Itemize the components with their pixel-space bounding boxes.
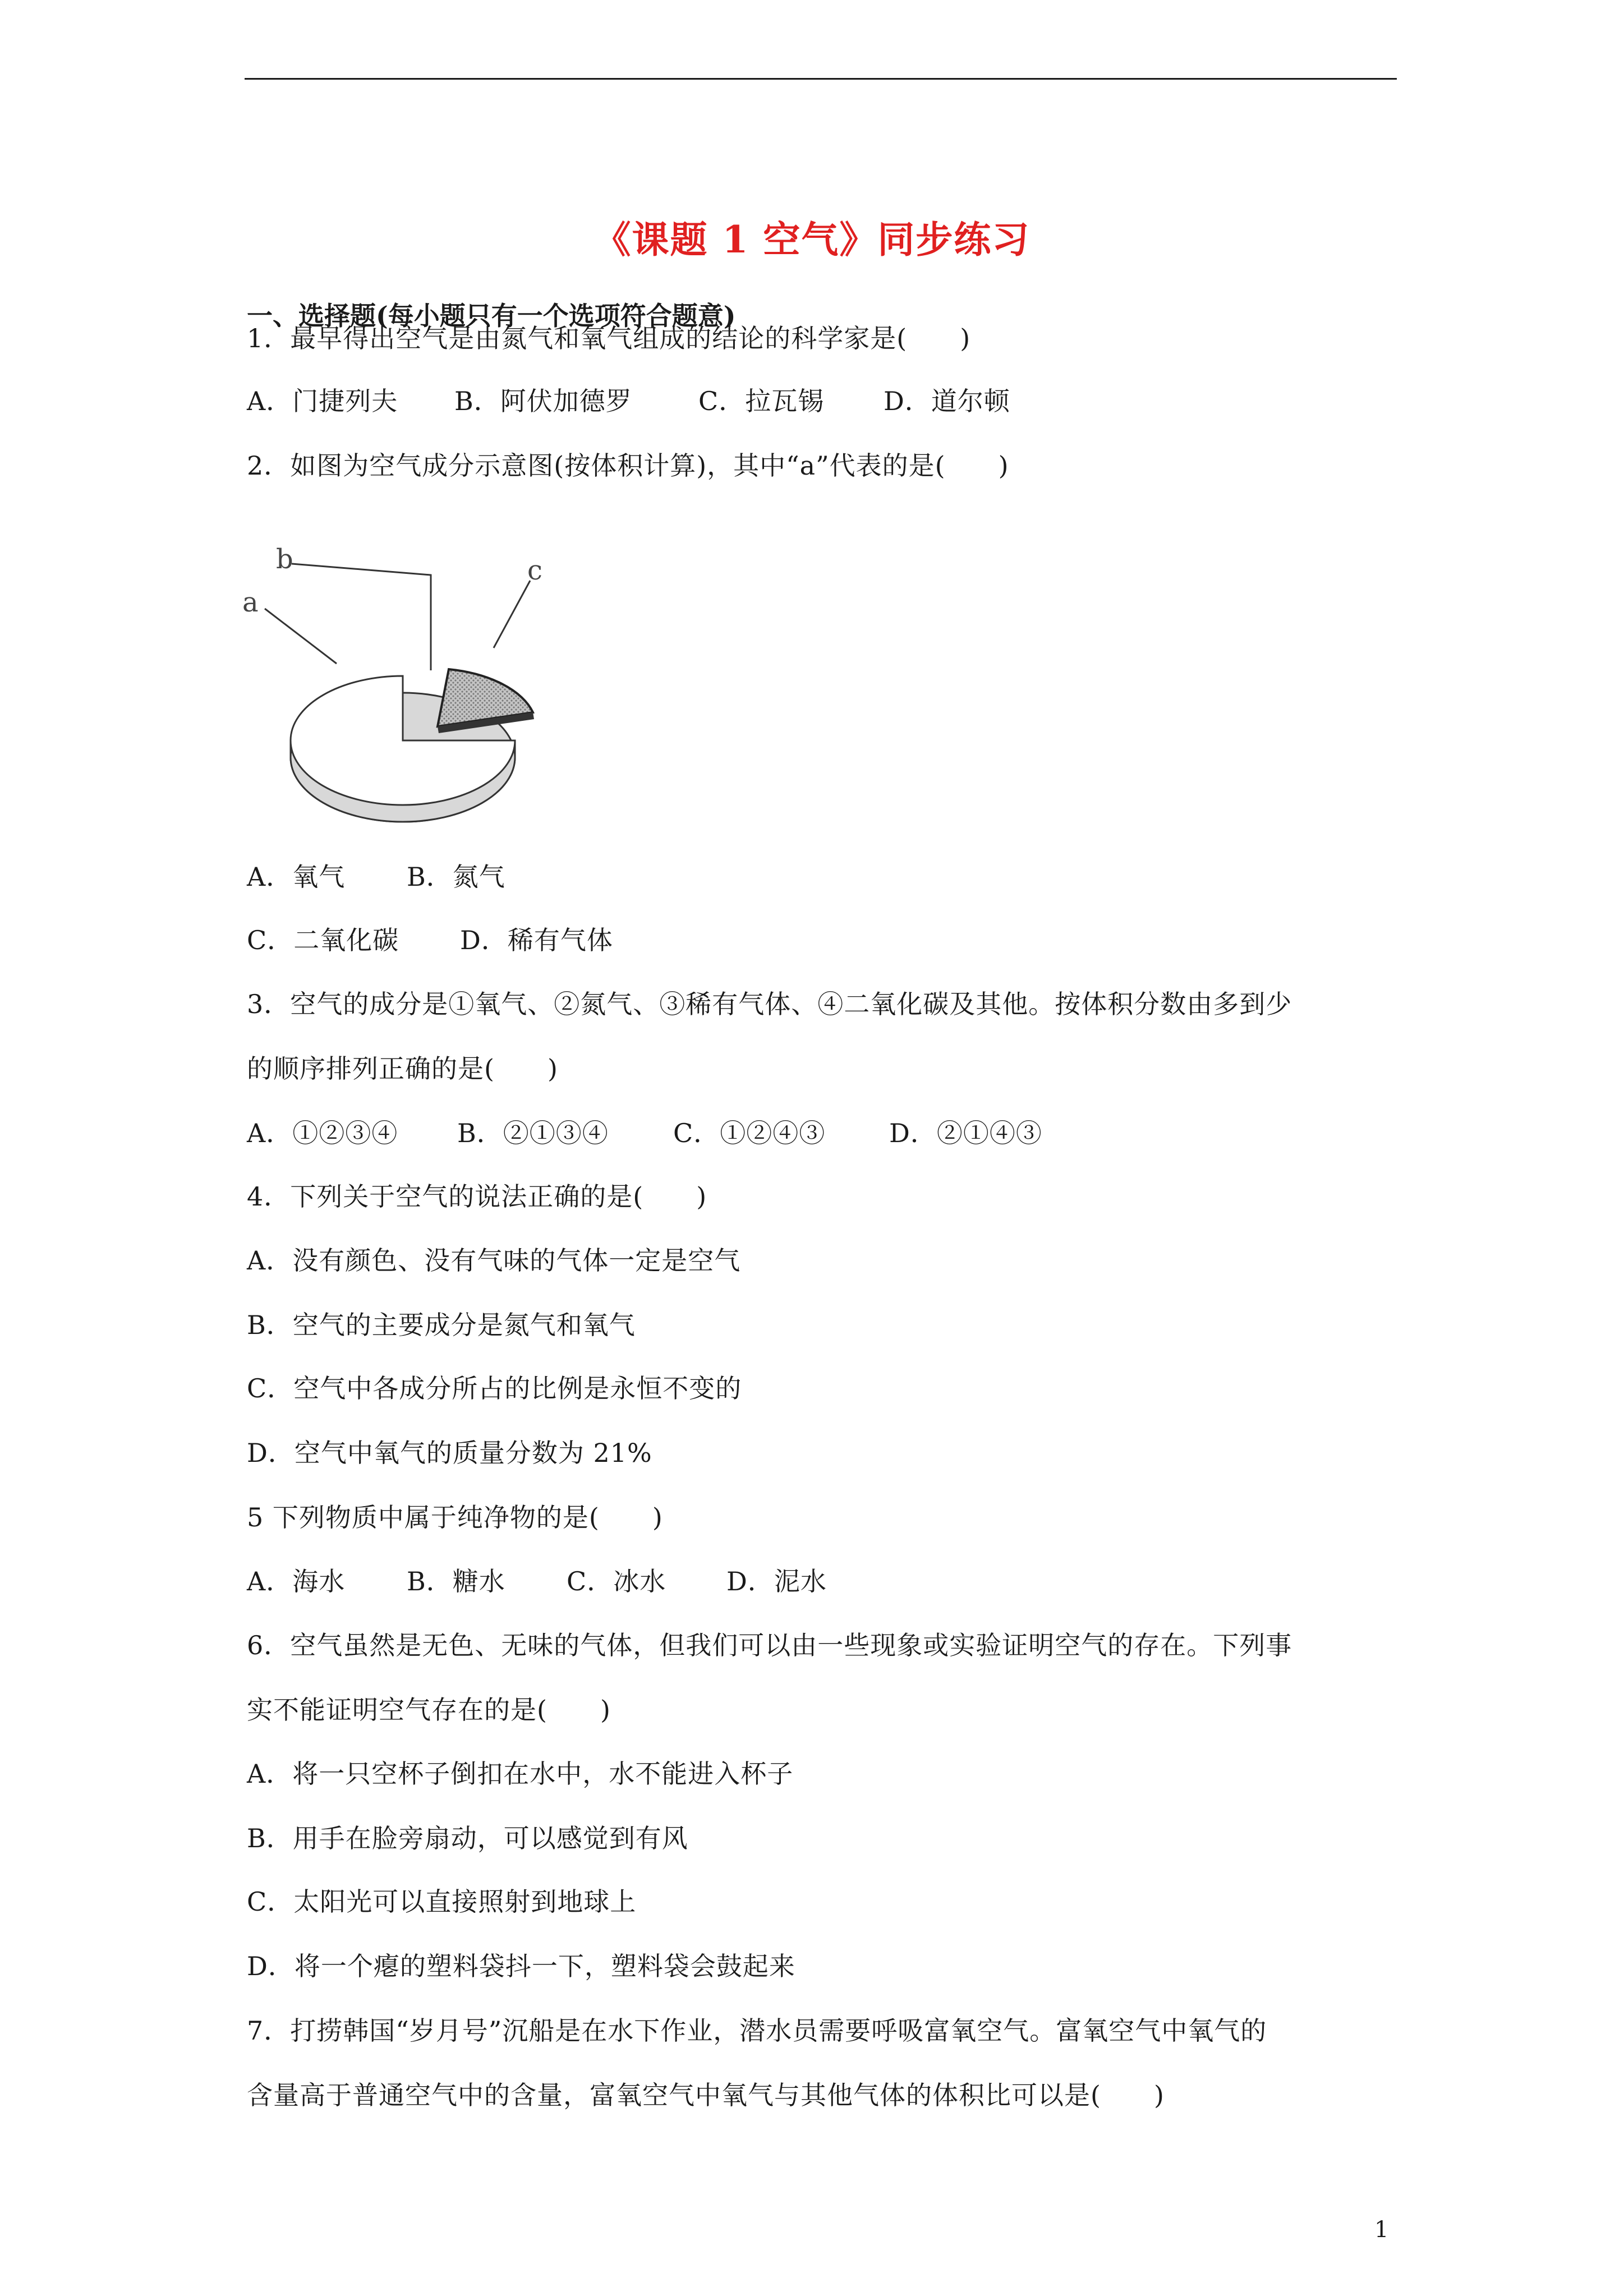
page-title: 《课题 1 空气》同步练习 [594, 218, 1030, 261]
option-c: C．拉瓦锡 [698, 386, 825, 416]
question-1-options [247, 381, 1010, 421]
question-4-option-b: B．空气的主要成分是氮气和氧气 [247, 1310, 636, 1340]
question-3-stem-line1: 3．空气的成分是①氧气、②氮气、③稀有气体、④二氧化碳及其他。按体积分数由多到少 [247, 989, 1292, 1019]
option-d: D．稀有气体 [460, 925, 613, 955]
page-number: 1 [1374, 2217, 1389, 2243]
question-2-options-row1 [247, 857, 505, 896]
question-4-option-a: A．没有颜色、没有气味的气体一定是空气 [247, 1245, 741, 1276]
option-b: B．②①③④ [457, 1118, 609, 1148]
option-d: D．泥水 [726, 1566, 827, 1596]
option-c: C．①②④③ [673, 1118, 826, 1148]
question-4-stem: 4．下列关于空气的说法正确的是( ) [247, 1181, 707, 1212]
question-4-option-c: C．空气中各成分所占的比例是永恒不变的 [247, 1373, 742, 1404]
question-2-stem: 2．如图为空气成分示意图(按体积计算)，其中“a”代表的是( ) [247, 450, 1009, 481]
question-7-stem-line1: 7．打捞韩国“岁月号”沉船是在水下作业，潜水员需要呼吸富氧空气。富氧空气中氧气的 [247, 2016, 1267, 2046]
option-d: D．②①④③ [889, 1118, 1042, 1148]
question-3-stem-line2: 的顺序排列正确的是( ) [247, 1053, 558, 1084]
question-6-stem-line1: 6．空气虽然是无色、无味的气体，但我们可以由一些现象或实验证明空气的存在。下列事 [247, 1630, 1292, 1660]
option-c: C．二氧化碳 [247, 925, 399, 955]
question-1-stem: 1．最早得出空气是由氮气和氧气组成的结论的科学家是( ) [247, 323, 971, 353]
option-a: A．海水 [247, 1566, 346, 1596]
question-2-options-row2 [247, 921, 613, 960]
label-b-leader [292, 564, 431, 670]
question-6-option-d: D．将一个瘪的塑料袋抖一下，塑料袋会鼓起来 [247, 1951, 795, 1981]
question-5-options [247, 1562, 827, 1601]
question-7-stem-line2: 含量高于普通空气中的含量，富氧空气中氧气与其他气体的体积比可以是( ) [247, 2080, 1165, 2110]
option-b: B．氮气 [407, 862, 505, 892]
section-heading: 一、选择题(每小题只有一个选项符合题意) [247, 301, 736, 331]
question-5-stem: 5 下列物质中属于纯净物的是( ) [247, 1502, 663, 1533]
option-b: B．糖水 [407, 1566, 505, 1596]
question-3-options [247, 1114, 1042, 1153]
option-b: B．阿伏加德罗 [454, 386, 632, 416]
label-c-leader [494, 581, 530, 648]
label-b: b [276, 547, 293, 575]
question-4-option-d: D．空气中氧气的质量分数为 21% [247, 1438, 652, 1468]
option-c: C．冰水 [567, 1566, 666, 1596]
header-rule [245, 78, 1397, 80]
option-d: D．道尔顿 [884, 386, 1010, 416]
label-a-leader [265, 609, 337, 664]
question-6-option-b: B．用手在脸旁扇动，可以感觉到有风 [247, 1823, 688, 1853]
question-6-stem-line2: 实不能证明空气存在的是( ) [247, 1695, 611, 1725]
question-6-option-a: A．将一只空杯子倒扣在水中，水不能进入杯子 [247, 1759, 794, 1789]
option-a: A．氧气 [247, 862, 346, 892]
air-composition-figure [241, 547, 555, 844]
question-6-option-c: C．太阳光可以直接照射到地球上 [247, 1887, 637, 1917]
label-a: a [242, 587, 259, 618]
option-a: A．①②③④ [247, 1118, 398, 1148]
label-c: c [527, 555, 542, 586]
option-a: A．门捷列夫 [247, 386, 398, 416]
